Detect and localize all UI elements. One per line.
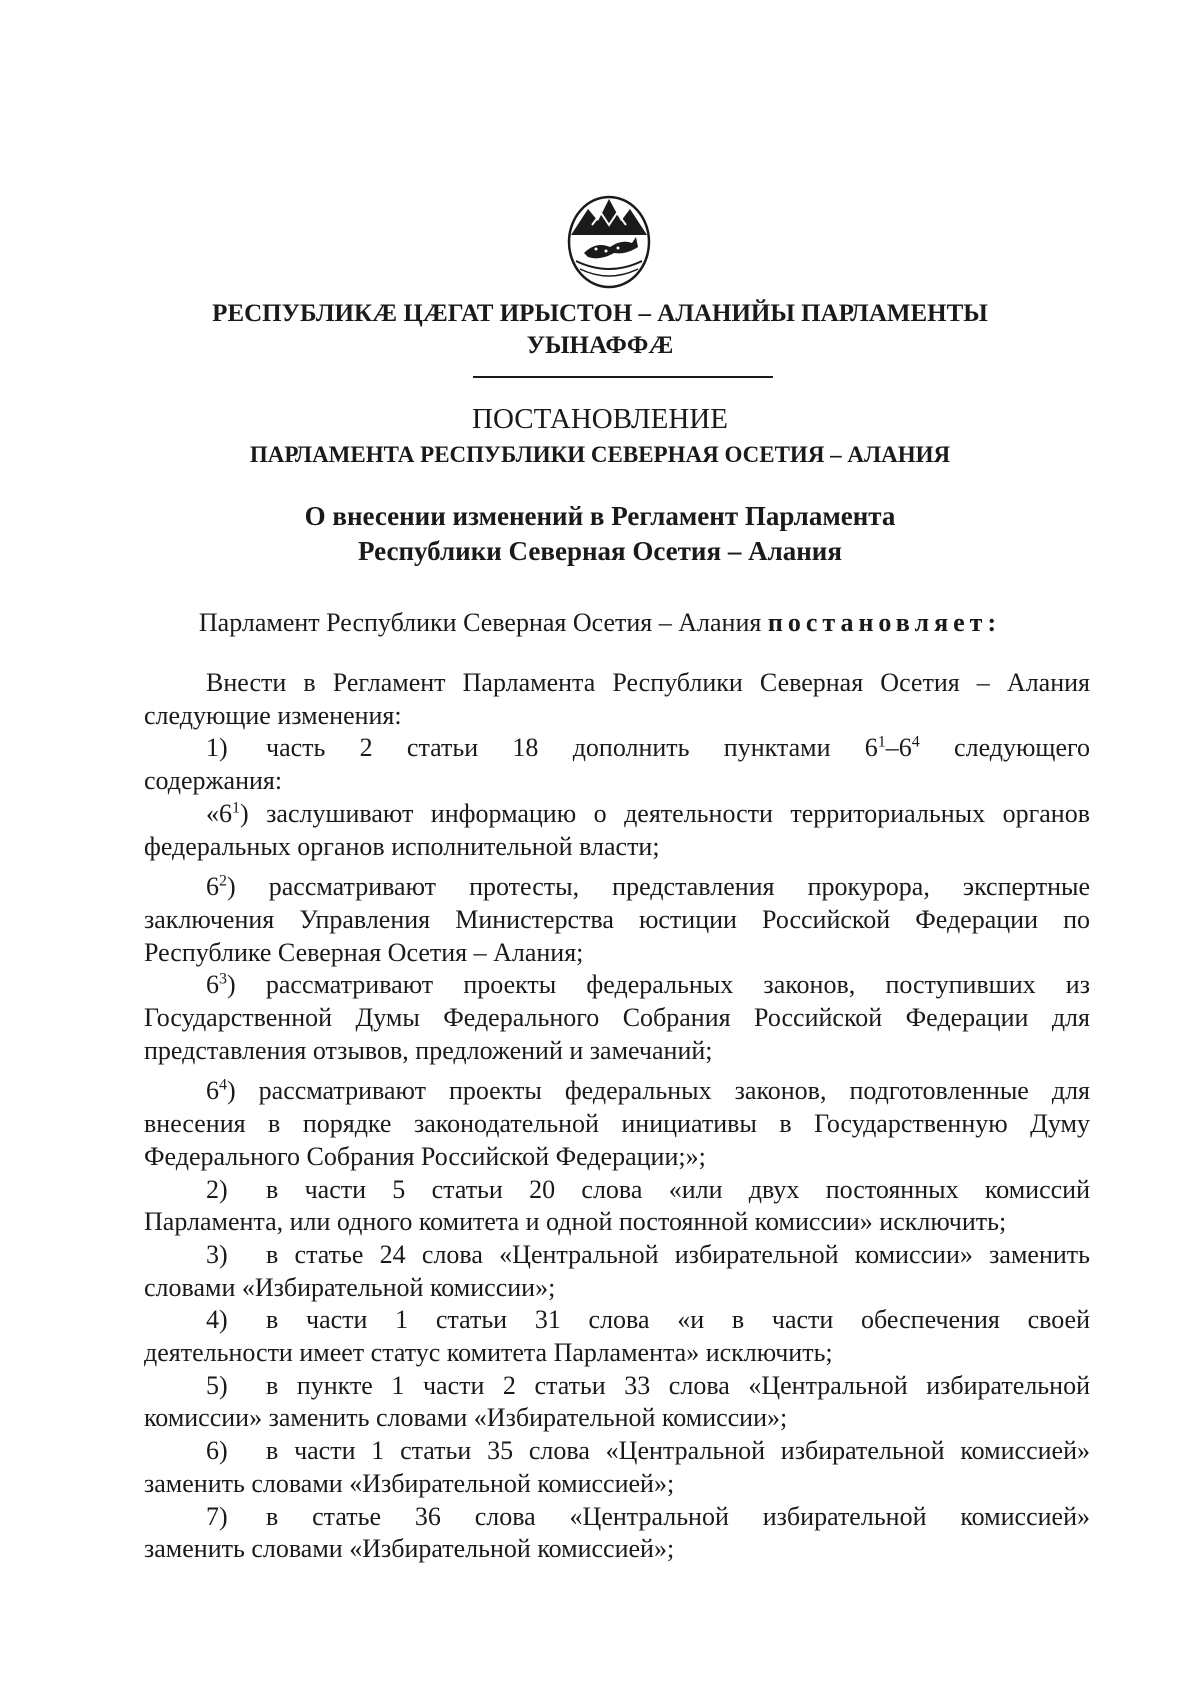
subpoint-prefix: 6 [206, 1076, 219, 1106]
intro-verb: постановляет: [767, 608, 1002, 637]
item-number: 1) [206, 733, 228, 763]
item-line1: в части 1 статьи 35 слова «Центральной избирательной комиссией» [266, 1436, 1090, 1466]
item-1-text-a: часть 2 статьи 18 дополнить пунктами 6 [266, 733, 878, 763]
amendment-item-2 [144, 1174, 1090, 1239]
resolution-intro [0, 607, 1200, 639]
item-rest: Парламента, или одного комитета и одной постоянной комиссии» исключить; [144, 1207, 1007, 1237]
document-body [144, 667, 1090, 1566]
item-line1: в части 5 статьи 20 слова «или двух постоянных комиссий [266, 1174, 1090, 1204]
title-line1: О внесении изменений в Регламент Парламента [304, 501, 896, 531]
item-number: 6) [206, 1436, 228, 1466]
item-rest: словами «Избирательной комиссии»; [144, 1272, 556, 1302]
ossetian-header-line2: УЫНАФФӔ [526, 332, 674, 359]
superscript: 3 [219, 970, 227, 988]
amendment-item-4 [144, 1304, 1090, 1369]
superscript: 1 [877, 733, 886, 751]
amendment-item-1 [144, 732, 1090, 765]
subpoint-prefix: 6 [206, 872, 219, 902]
item-number: 7) [206, 1501, 228, 1531]
amendment-item-7 [144, 1501, 1090, 1566]
item-1-text-b: –6 [885, 733, 912, 763]
subpoint-6-3 [144, 969, 1090, 1067]
item-line1: в статье 36 слова «Центральной избирательной комиссией» [266, 1501, 1090, 1531]
item-number: 5) [206, 1370, 228, 1400]
ossetian-header [0, 298, 1200, 362]
title-line2: Республики Северная Осетия – Алания [358, 536, 842, 566]
subpoint-text: ) рассматривают проекты федеральных законов, подготовленные для внесения в порядке законодательной инициативы в Государственную Думу Федерального Собрания Российской Федерации;»; [144, 1076, 1090, 1171]
item-number: 4) [206, 1305, 228, 1335]
subpoint-6-2 [144, 871, 1090, 969]
subpoint-text: ) рассматривают протесты, представления прокурора, экспертные заключения Управления Министерства юстиции Российской Федерации по Республике Северная Осетия – Алания; [144, 872, 1090, 967]
header-divider [473, 376, 773, 378]
document-title [0, 499, 1200, 569]
ossetian-header-line1: РЕСПУБЛИКӔ ЦӔГАТ ИРЫСТОН – АЛАНИЙЫ ПАРЛАМЕНТЫ [212, 300, 988, 327]
intro-text: Парламент Республики Северная Осетия – Алания [198, 608, 768, 637]
item-line1: в пункте 1 части 2 статьи 33 слова «Центральной избирательной [266, 1370, 1090, 1400]
superscript: 1 [232, 799, 240, 817]
paragraph-enact-line1 [144, 667, 1090, 700]
subpoint-prefix: «6 [206, 798, 232, 828]
paragraph-enact-line2: следующие изменения: [144, 700, 402, 730]
document-type: ПОСТАНОВЛЕНИЕ [472, 403, 728, 435]
item-line1: в части 1 статьи 31 слова «и в части обеспечения своей [266, 1305, 1090, 1335]
item-rest: заменить словами «Избирательной комиссией»; [144, 1534, 675, 1564]
item-number: 3) [206, 1239, 228, 1269]
subpoint-text: ) рассматривают проекты федеральных законов, поступивших из Государственной Думы Федерального Собрания Российской Федерации для представления отзывов, предложений и замечаний; [144, 970, 1090, 1065]
paragraph-enact-text: Внести в Регламент Парламента Республики Северная Осетия – Алания [206, 668, 1090, 697]
subpoint-6-1 [144, 798, 1090, 863]
item-1-continuation: содержания: [144, 766, 283, 796]
amendment-item-6 [144, 1435, 1090, 1500]
item-1-text-c: следующего [919, 733, 1090, 763]
superscript: 2 [219, 872, 227, 890]
item-rest: деятельности имеет статус комитета Парламента» исключить; [144, 1338, 833, 1368]
item-rest: заменить словами «Избирательной комиссией»; [144, 1468, 675, 1498]
amendment-item-5 [144, 1370, 1090, 1435]
subpoint-text: ) заслушивают информацию о деятельности территориальных органов федеральных органов исполнительной власти; [144, 798, 1090, 861]
amendment-item-3 [144, 1239, 1090, 1304]
superscript: 4 [219, 1076, 227, 1094]
item-1-line1 [266, 732, 1090, 765]
superscript: 4 [911, 733, 920, 751]
subpoint-6-4 [144, 1075, 1090, 1173]
issuer-heading: ПАРЛАМЕНТА РЕСПУБЛИКИ СЕВЕРНАЯ ОСЕТИЯ – АЛАНИЯ [249, 442, 951, 467]
coat-of-arms-emblem-icon [566, 191, 652, 289]
item-number: 2) [206, 1174, 228, 1204]
item-line1: в статье 24 слова «Центральной избирательной комиссии» заменить [266, 1239, 1090, 1269]
subpoint-prefix: 6 [206, 970, 219, 1000]
item-rest: комиссии» заменить словами «Избирательной комиссии»; [144, 1403, 788, 1433]
